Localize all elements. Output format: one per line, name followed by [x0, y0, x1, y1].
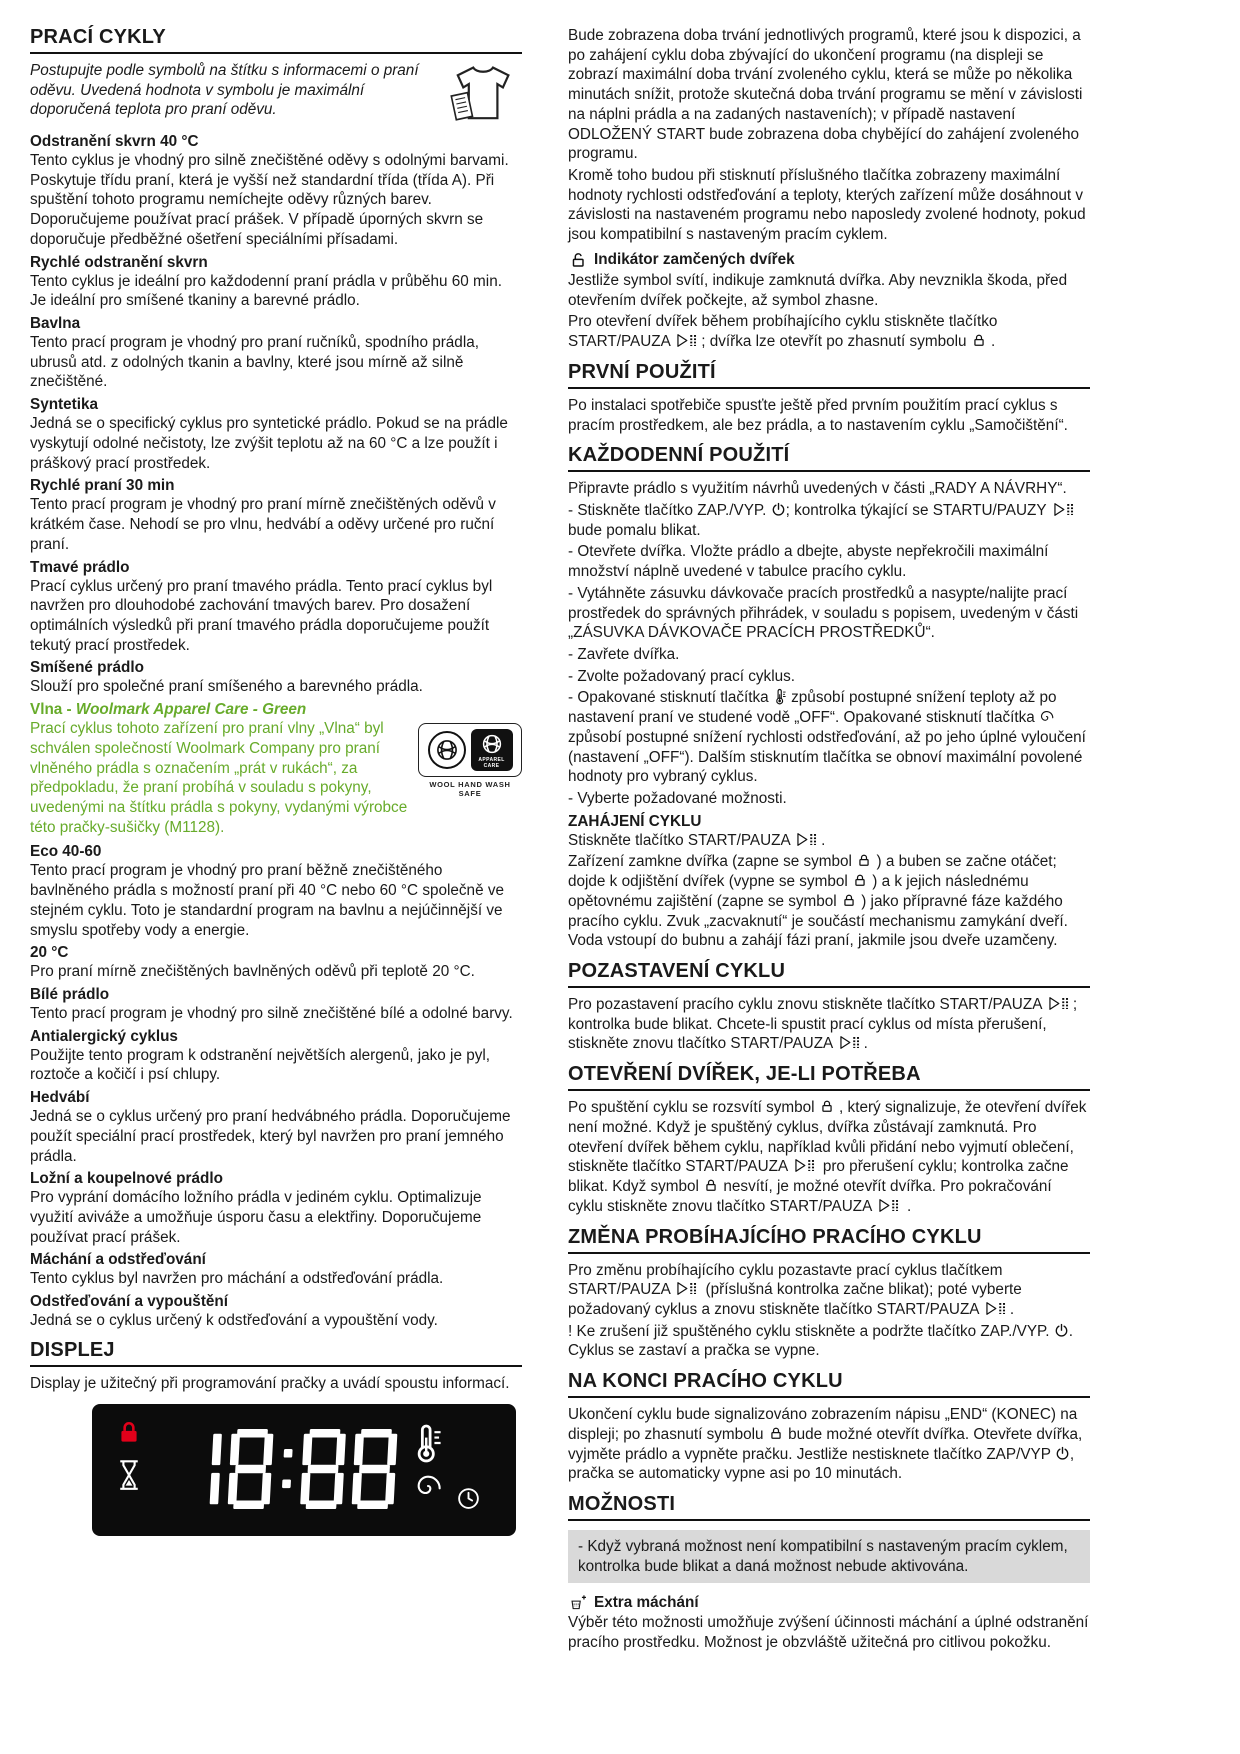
cycle-body: Tento prací program je vhodný pro praní ručníků, spodního prádla, ubrusů atd. z odolných tkanin a bavlny, které jsou mírně až silně znečištěné.: [30, 334, 479, 391]
open-door-body: Po spuštění cyklu se rozsvítí symbol , který signalizuje, že otevření dvířek není možné. Když je spuštěný cyklus, dvířka zůstávají zamknutá. Pro otevření dvířek během cyklu, například kvůli přidání nebo vyjmutí oblečení, stiskněte tlačítko START/PAUZA pro přerušení cyklu; kontrolka začne blikat. Když symbol nesvítí, je možné otevřít dvířka. Pro pokračování cyklu stiskněte znovu tlačítko START/PAUZA .: [568, 1099, 1087, 1215]
intro-text: Postupujte podle symbolů na štítku s informacemi o praní oděvu. Uvedená hodnota v symbolu je maximální doporučená teplota pro praní oděvu.: [30, 62, 419, 119]
intro-block: [30, 61, 522, 129]
cycle-body: Jedná se o specifický cyklus pro syntetické prádlo. Pokud se na prádle vyskytují odolné nečistoty, lze zvýšit teplotu až na 60 °C a lze použít i práškový prací prostředek.: [30, 415, 508, 472]
spin-icon: [414, 1472, 442, 1500]
cycle-body: Použijte tento program k odstranění největších alergenů, jako je pyl, roztoče a kočičí i psí chlupy.: [30, 1046, 491, 1084]
start-pause-icon: [792, 1158, 819, 1173]
lock-indicator-body: Jestliže symbol svítí, indikuje zamknutá dvířka. Aby nevznikla škoda, před otevřením dvířek počkejte, až symbol zhasne.: [568, 271, 1068, 309]
daily-step: - Otevřete dvířka. Vložte prádlo a dbejte, abyste nepřekročili maximální množství náplně uvedené v tabulce pracího cyklu.: [568, 543, 1049, 581]
temperature-icon: [410, 1422, 444, 1464]
change-cycle-body: Pro změnu probíhajícího cyklu pozastavte prací cyklus tlačítkem START/PAUZA (příslušná kontrolka začne blikat); poté vyberte požadovaný cyklus a znovu stiskněte tlačítko START/PAUZA .: [568, 1261, 1022, 1318]
daily-use-title: KAŽDODENNÍ POUŽITÍ: [568, 444, 1090, 472]
cycle-body: Tento cyklus byl navržen pro máchání a odstřeďování prádla.: [30, 1270, 444, 1288]
extra-rinse-title: Extra máchání: [594, 1593, 699, 1611]
woolmark-block: [30, 719, 522, 839]
cycle-body: Jedná se o cyklus určený pro praní hedvábného prádla. Doporučujeme použít speciální prací prostředek, který byl navržen pro praní jemného prádla.: [30, 1108, 511, 1165]
start-cycle-body: Stiskněte tlačítko START/PAUZA .: [568, 831, 826, 849]
cycle-heading: Antialergický cyklus: [30, 1027, 178, 1045]
display-description: Bude zobrazena doba trvání jednotlivých programů, které jsou k dispozici, a po zahájení cyklu doba zbývající do ukončení programu (na displeji se zobrazí maximální doba trvání zvoleného cyklu, která se může po několika minutách snížit, protože skutečná doba trvání programu se mění v závislosti na náplni prádla a na zadaných nastaveních); v případě nastavení ODLOŽENÝ START bude zobrazena doba chybějící do zahájení zvoleného programu.: [568, 27, 1083, 163]
woolmark-logo: [418, 723, 522, 798]
first-use-body: Po instalaci spotřebiče spusťte ještě před prvním použitím prací cyklus s pracím prostředkem, ale bez prádla, a to nastavením cyklu „Samočištění“.: [568, 396, 1068, 434]
apparel-care-label: APPAREL CARE: [478, 756, 505, 769]
cycle-body: Prací cyklus určený pro praní tmavého prádla. Tento prací cyklus byl navržen pro dlouhodobé zachování tmavých barev. Pro dosažení optimálních výsledků při praní tmavého prádla doporučujeme použít tekutý prací prostředek.: [30, 577, 493, 654]
woolmark-heading-name: Woolmark Apparel Care - Green: [75, 701, 307, 719]
lock-icon: [703, 1178, 719, 1193]
page-title: PRACÍ CYKLY: [30, 26, 522, 54]
wool-skein-icon: [480, 732, 504, 756]
woolmark-body: Prací cyklus tohoto zařízení pro praní vlny „Vlna“ byl schválen společností Woolmark Company pro praní vlněného prádla s označením „prát v rukách“, za předpokladu, že praní probíhá v souladu s pokyny, uvedenými na štítku prádla s pokyny, vydanými výrobce této pračky-sušičky (M1128).: [30, 720, 408, 836]
start-pause-icon: [876, 1198, 903, 1213]
cycle-body: Slouží pro společné praní smíšeného a barevného prádla.: [30, 678, 423, 696]
lock-icon: [852, 873, 868, 888]
spin-icon: [1039, 709, 1054, 724]
lock-icon: [841, 893, 857, 908]
cycle-heading: Bílé prádlo: [30, 986, 110, 1003]
cycle-heading: Syntetika: [30, 396, 99, 414]
cycle-body: Tento cyklus je ideální pro každodenní praní prádla v průběhu 60 min. Je ideální pro smíšené tkaniny a barevné prádlo.: [30, 272, 502, 310]
power-icon: [771, 502, 786, 517]
change-cycle-note: ! Ke zrušení již spuštěného cyklu stiskněte a podržte tlačítko ZAP./VYP. . Cyklus se zastaví a pračka se vypne.: [568, 1322, 1074, 1360]
cycle-heading: Rychlé praní 30 min: [30, 477, 175, 495]
cycle-heading: Eco 40-60: [30, 843, 102, 861]
lock-icon: [819, 1099, 835, 1114]
power-icon: [1054, 1323, 1069, 1338]
start-pause-icon: [983, 1301, 1010, 1316]
display-lock-icon: [116, 1420, 142, 1446]
daily-use-intro: Připravte prádlo s využitím návrhů uvedených v části „RADY A NÁVRHY“.: [568, 480, 1067, 498]
cycle-heading: Bavlna: [30, 315, 81, 333]
lock-icon: [971, 333, 987, 348]
pause-cycle-body: Pro pozastavení pracího cyklu znovu stiskněte tlačítko START/PAUZA ; kontrolka bude blikat. Chcete-li spustit prací cyklus od místa přerušení, stiskněte znovu tlačítko START/PAUZA .: [568, 996, 1078, 1053]
daily-step: - Zvolte požadovaný prací cyklus.: [568, 667, 796, 685]
start-pause-icon: [674, 333, 701, 348]
power-icon: [1055, 1446, 1070, 1461]
daily-step: - Zavřete dvířka.: [568, 645, 680, 663]
daily-step: - Vyberte požadované možnosti.: [568, 790, 787, 807]
end-cycle-body: Ukončení cyklu bude signalizováno zobrazením nápisu „END“ (KONEC) na displeji; po zhasnutí symbolu bude možné otevřít dvířka. Otevřete dvířka, vyjměte prádlo a vypněte pračku. Jestliže nestisknete tlačítko ZAP/VYP , pračka se automaticky vypne asi po 10 minutách.: [568, 1406, 1083, 1483]
options-note: [568, 1530, 1090, 1583]
display-time-value: [92, 1404, 93, 1405]
daily-step: - Opakované stisknutí tlačítka způsobí postupné snížení teploty až po nastavení praní ve studené vodě „OFF“. Opakované stisknutí tlačítka způsobí postupné snížení rychlosti odstřeďování, až po jeho úplné vyloučení (nastavení „OFF“). Dalším stisknutím tlačítka se obnoví maximální povolené hodnoty pro vybraný cyklus.: [568, 689, 1086, 786]
lock-indicator-title: Indikátor zamčených dvířek: [594, 251, 795, 269]
cycle-heading: Odstřeďování a vypouštění: [30, 1293, 229, 1311]
display-title: DISPLEJ: [30, 1339, 522, 1367]
extra-rinse-body: Výběr této možnosti umožňuje zvýšení účinnosti máchání a úplné odstranění pracího prostředku. Možnost je obzvláště užitečná pro citlivou pokožku.: [568, 1614, 1089, 1652]
lock-icon: [856, 853, 872, 868]
cycle-body: Tento prací program je vhodný pro praní běžně znečištěného bavlněného prádla s možností praní při 40 °C nebo 60 °C společně ve stejném cyklu. Toto je standardní program na bavlnu a nejúčinnější ve smyslu spotřeby vody a energie.: [30, 862, 504, 939]
cycle-heading: Tmavé prádlo: [30, 558, 130, 576]
woolmark-heading: [30, 701, 522, 719]
lock-indicator-heading: [568, 251, 1090, 270]
cycle-heading: Ložní a koupelnové prádlo: [30, 1170, 223, 1188]
daily-step: - Vytáhněte zásuvku dávkovače pracích prostředků a nasypte/nalijte prací prostředek do správných přihrádek, v souladu s popisem, uvedeným v části „ZÁSUVKA DÁVKOVAČE PRACÍCH PROSTŘEDKŮ“.: [568, 584, 1079, 642]
start-pause-icon: [1051, 502, 1078, 517]
start-cycle-heading: ZAHÁJENÍ CYKLU: [568, 812, 702, 830]
start-pause-icon: [837, 1035, 864, 1050]
start-cycle-body-2: Zařízení zamkne dvířka (zapne se symbol ) a buben se začne otáčet; dojde k odjištění dvířek (vypne se symbol ) a k jejich následnému opětovnému zajištění (zapne se symbol ) jako přípravné fáze každého pracího cyklu. Zvuk „zacvaknutí“ je součástí mechanismu zamykání dveří. Voda vstoupí do bubnu a zahájí fázi praní, jakmile jsou dveře uzamčeny.: [568, 853, 1068, 950]
display-time-digits: [174, 1428, 402, 1510]
lock-icon: [768, 1426, 784, 1441]
extra-rinse-icon: [568, 1593, 587, 1612]
lock-indicator-body-2: Pro otevření dvířek během probíhajícího cyklu stiskněte tlačítko START/PAUZA ; dvířka lze otevřít po zhasnutí symbolu .: [568, 313, 998, 351]
cycle-body: Tento prací program je vhodný pro praní mírně znečištěných oděvů v krátkém čase. Nehodí se pro vlnu, hedvábí a oděvy určené pro ruční praní.: [30, 496, 496, 553]
open-door-title: OTEVŘENÍ DVÍŘEK, JE-LI POTŘEBA: [568, 1063, 1090, 1091]
change-cycle-title: ZMĚNA PROBÍHAJÍCÍHO PRACÍHO CYKLU: [568, 1226, 1090, 1254]
daily-step: - Stiskněte tlačítko ZAP./VYP. ; kontrolka týkající se STARTU/PAUZY bude pomalu blikat.: [568, 501, 1090, 540]
cycle-body: Pro praní mírně znečištěných bavlněných oděvů při teplotě 20 °C.: [30, 963, 475, 981]
care-label-icon: [442, 61, 522, 127]
cycle-body: Tento prací program je vhodný pro silně znečištěné bílé a odolné barvy.: [30, 1005, 513, 1022]
woolmark-circle-mark: [428, 731, 466, 769]
right-column: [568, 26, 1090, 1655]
apparel-care-mark: [471, 729, 513, 771]
display-panel: [92, 1404, 516, 1536]
woolmark-heading-prefix: Vlna -: [30, 701, 76, 719]
lock-open-icon: [568, 251, 587, 270]
temperature-icon: [773, 688, 787, 705]
end-cycle-title: NA KONCI PRACÍHO CYKLU: [568, 1370, 1090, 1398]
cycle-heading: Máchání a odstřeďování: [30, 1251, 206, 1269]
start-pause-icon: [674, 1281, 701, 1296]
options-note-text: - Když vybraná možnost není kompatibilní s nastaveným pracím cyklem, kontrolka bude blikat a daná možnost nebude aktivována.: [578, 1537, 1068, 1575]
display-intro: Display je užitečný při programování pračky a uvádí spoustu informací.: [30, 1374, 510, 1392]
options-title: MOŽNOSTI: [568, 1493, 1090, 1521]
cycle-body: Jedná se o cyklus určený k odstřeďování a vypouštění vody.: [30, 1312, 438, 1330]
cycle-heading: Rychlé odstranění skvrn: [30, 253, 208, 271]
delay-timer-icon: [456, 1486, 481, 1511]
start-pause-icon: [1046, 996, 1073, 1011]
extra-rinse-heading: [568, 1593, 1090, 1612]
cycle-body: Pro vyprání domácího ložního prádla v jediném cyklu. Optimalizuje využití aviváže a umožňuje úsporu času a elektřiny. Doporučujeme používat prací prášek.: [30, 1189, 482, 1246]
start-pause-icon: [794, 832, 821, 847]
cycle-body: Tento cyklus je vhodný pro silně znečištěné oděvy s odolnými barvami. Poskytuje třídu praní, která je vyšší než standardní třída (třída A). Při spuštění tohoto programu nemíchejte oděvy různých barev. Doporučujeme používat prací prášek. V případě úporných skvrn se doporučuje předběžné ošetření speciálními přísadami.: [30, 152, 509, 248]
left-column: [30, 26, 522, 1655]
wool-skein-icon: [434, 737, 460, 763]
woolmark-logo-box: [418, 723, 522, 777]
display-description-2: Kromě toho budou při stisknutí příslušného tlačítka zobrazeny maximální hodnoty rychlosti odstřeďování a teploty, kterých zařízení může dosáhnout v závislosti na nastaveném programu nebo naposledy zvolené hodnoty, pokud jsou kompatibilní s nastaveným pracím cyklem.: [568, 167, 1086, 244]
first-use-title: PRVNÍ POUŽITÍ: [568, 361, 1090, 389]
cycle-heading: 20 °C: [30, 944, 69, 962]
hourglass-icon: [114, 1458, 144, 1492]
cycle-heading: Smíšené prádlo: [30, 659, 144, 677]
pause-cycle-title: POZASTAVENÍ CYKLU: [568, 960, 1090, 988]
cycle-heading: Hedvábí: [30, 1089, 90, 1107]
cycle-heading: Odstranění skvrn 40 °C: [30, 133, 199, 150]
woolmark-caption: WOOL HAND WASH SAFE: [429, 780, 511, 799]
